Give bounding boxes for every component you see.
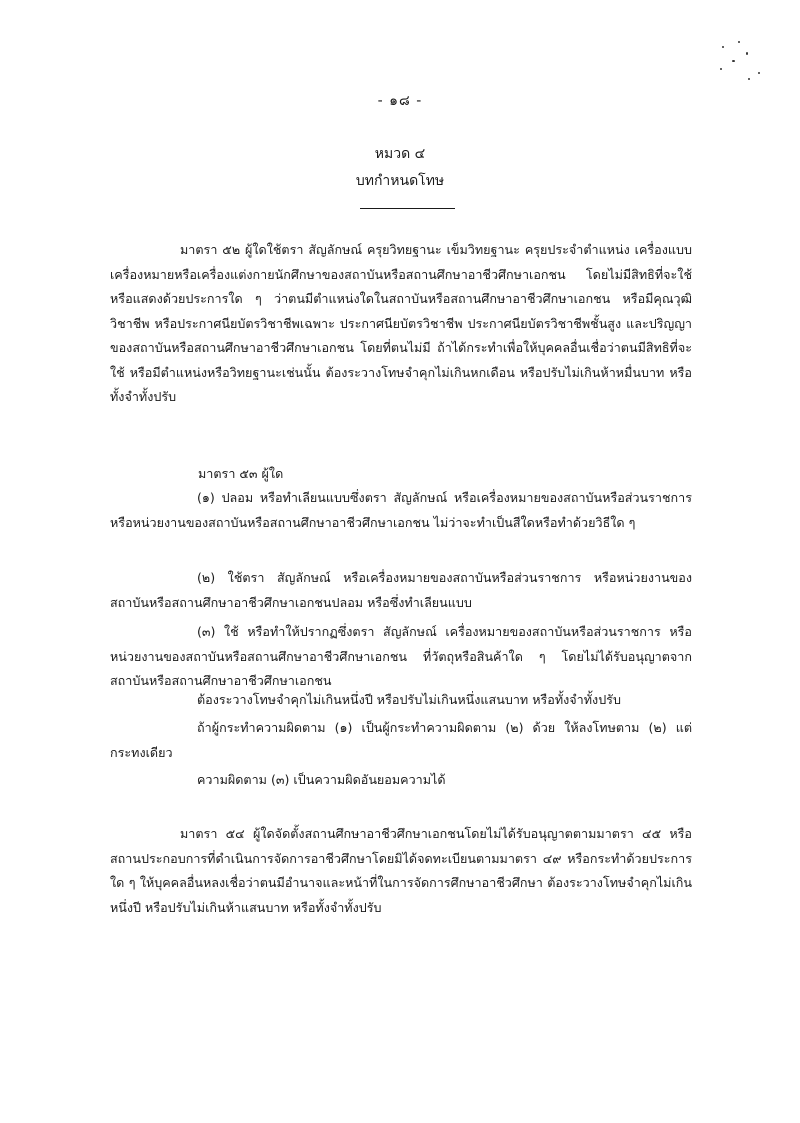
page-number: - ๑๘ - — [377, 93, 423, 109]
section-54: มาตรา ๕๔ ผู้ใดจัดตั้งสถานศึกษาอาชีวศึกษาเอกชนโดยไม่ได้รับอนุญาตตามมาตรา ๔๕ หรือสถานประกอบการที่ดำเนินการจัดการอาชีวศึกษาโดยมิได้จดทะเบียนตามมาตรา ๔๙ หรือกระทำด้วยประการใด ๆ ให้บุคคลอื่นหลงเชื่อว่าตนมีอำนาจและหน้าที่ในการจัดการศึกษาอาชีวศึกษา ต้องระวางโทษจำคุกไม่เกินหนึ่งปี หรือปรับไม่เกินห้าแสนบาท หรือทั้งจำทั้งปรับ — [110, 826, 692, 915]
section-53-compound-offence: ถ้าผู้กระทำความผิดตาม (๑) เป็นผู้กระทำความผิดตาม (๒) ด้วย ให้ลงโทษตาม (๒) แต่กระทงเดียว — [110, 720, 692, 760]
title-underline — [360, 208, 455, 209]
section-53-compoundable: ความผิดตาม (๓) เป็นความผิดอันยอมความได้ — [197, 772, 446, 787]
section-53-penalty: ต้องระวางโทษจำคุกไม่เกินหนึ่งปี หรือปรับไม่เกินหนึ่งแสนบาท หรือทั้งจำทั้งปรับ — [197, 692, 621, 707]
chapter-title: บทกำหนดโทษ — [355, 173, 445, 189]
chapter-heading: หมวด ๔ — [374, 146, 426, 162]
section-53-heading: มาตรา ๕๓ ผู้ใด — [198, 466, 284, 481]
scan-specks — [718, 40, 778, 90]
section-52: มาตรา ๕๒ ผู้ใดใช้ตรา สัญลักษณ์ ครุยวิทยฐานะ เข็มวิทยฐานะ ครุยประจำตำแหน่ง เครื่องแบบ เครื่องหมายหรือเครื่องแต่งกายนักศึกษาของสถาบันหรือสถานศึกษาอาชีวศึกษาเอกชน โดยไม่มีสิทธิที่จะใช้หรือแสดงด้วยประการใด ๆ ว่าตนมีตำแหน่งใดในสถาบันหรือสถานศึกษาอาชีวศึกษาเอกชน หรือมีคุณวุฒิวิชาชีพ หรือประกาศนียบัตรวิชาชีพเฉพาะ ประกาศนียบัตรวิชาชีพ ประกาศนียบัตรวิชาชีพชั้นสูง และปริญญาของสถาบันหรือสถานศึกษาอาชีวศึกษาเอกชน โดยที่ตนไม่มี ถ้าได้กระทำเพื่อให้บุคคลอื่นเชื่อว่าตนมีสิทธิที่จะใช้ หรือมีตำแหน่งหรือวิทยฐานะเช่นนั้น ต้องระวางโทษจำคุกไม่เกินหกเดือน หรือปรับไม่เกินห้าหมื่นบาท หรือทั้งจำทั้งปรับ — [110, 242, 692, 404]
section-53-item-3: (๓) ใช้ หรือทำให้ปรากฏซึ่งตรา สัญลักษณ์ เครื่องหมายของสถาบันหรือส่วนราชการ หรือหน่วยงานของสถาบันหรือสถานศึกษาอาชีวศึกษาเอกชน ที่วัตถุหรือสินค้าใด ๆ โดยไม่ได้รับอนุญาตจากสถาบันหรือสถานศึกษาอาชีวศึกษาเอกชน — [110, 624, 692, 688]
section-53-item-2: (๒) ใช้ตรา สัญลักษณ์ หรือเครื่องหมายของสถาบันหรือส่วนราชการ หรือหน่วยงานของสถาบันหรือสถานศึกษาอาชีวศึกษาเอกชนปลอม หรือซึ่งทำเลียนแบบ — [110, 570, 692, 610]
section-53-item-1: (๑) ปลอม หรือทำเลียนแบบซึ่งตรา สัญลักษณ์ หรือเครื่องหมายของสถาบันหรือส่วนราชการ หรือหน่วยงานของสถาบันหรือสถานศึกษาอาชีวศึกษาเอกชน ไม่ว่าจะทำเป็นสีใดหรือทำด้วยวิธีใด ๆ — [110, 490, 692, 530]
